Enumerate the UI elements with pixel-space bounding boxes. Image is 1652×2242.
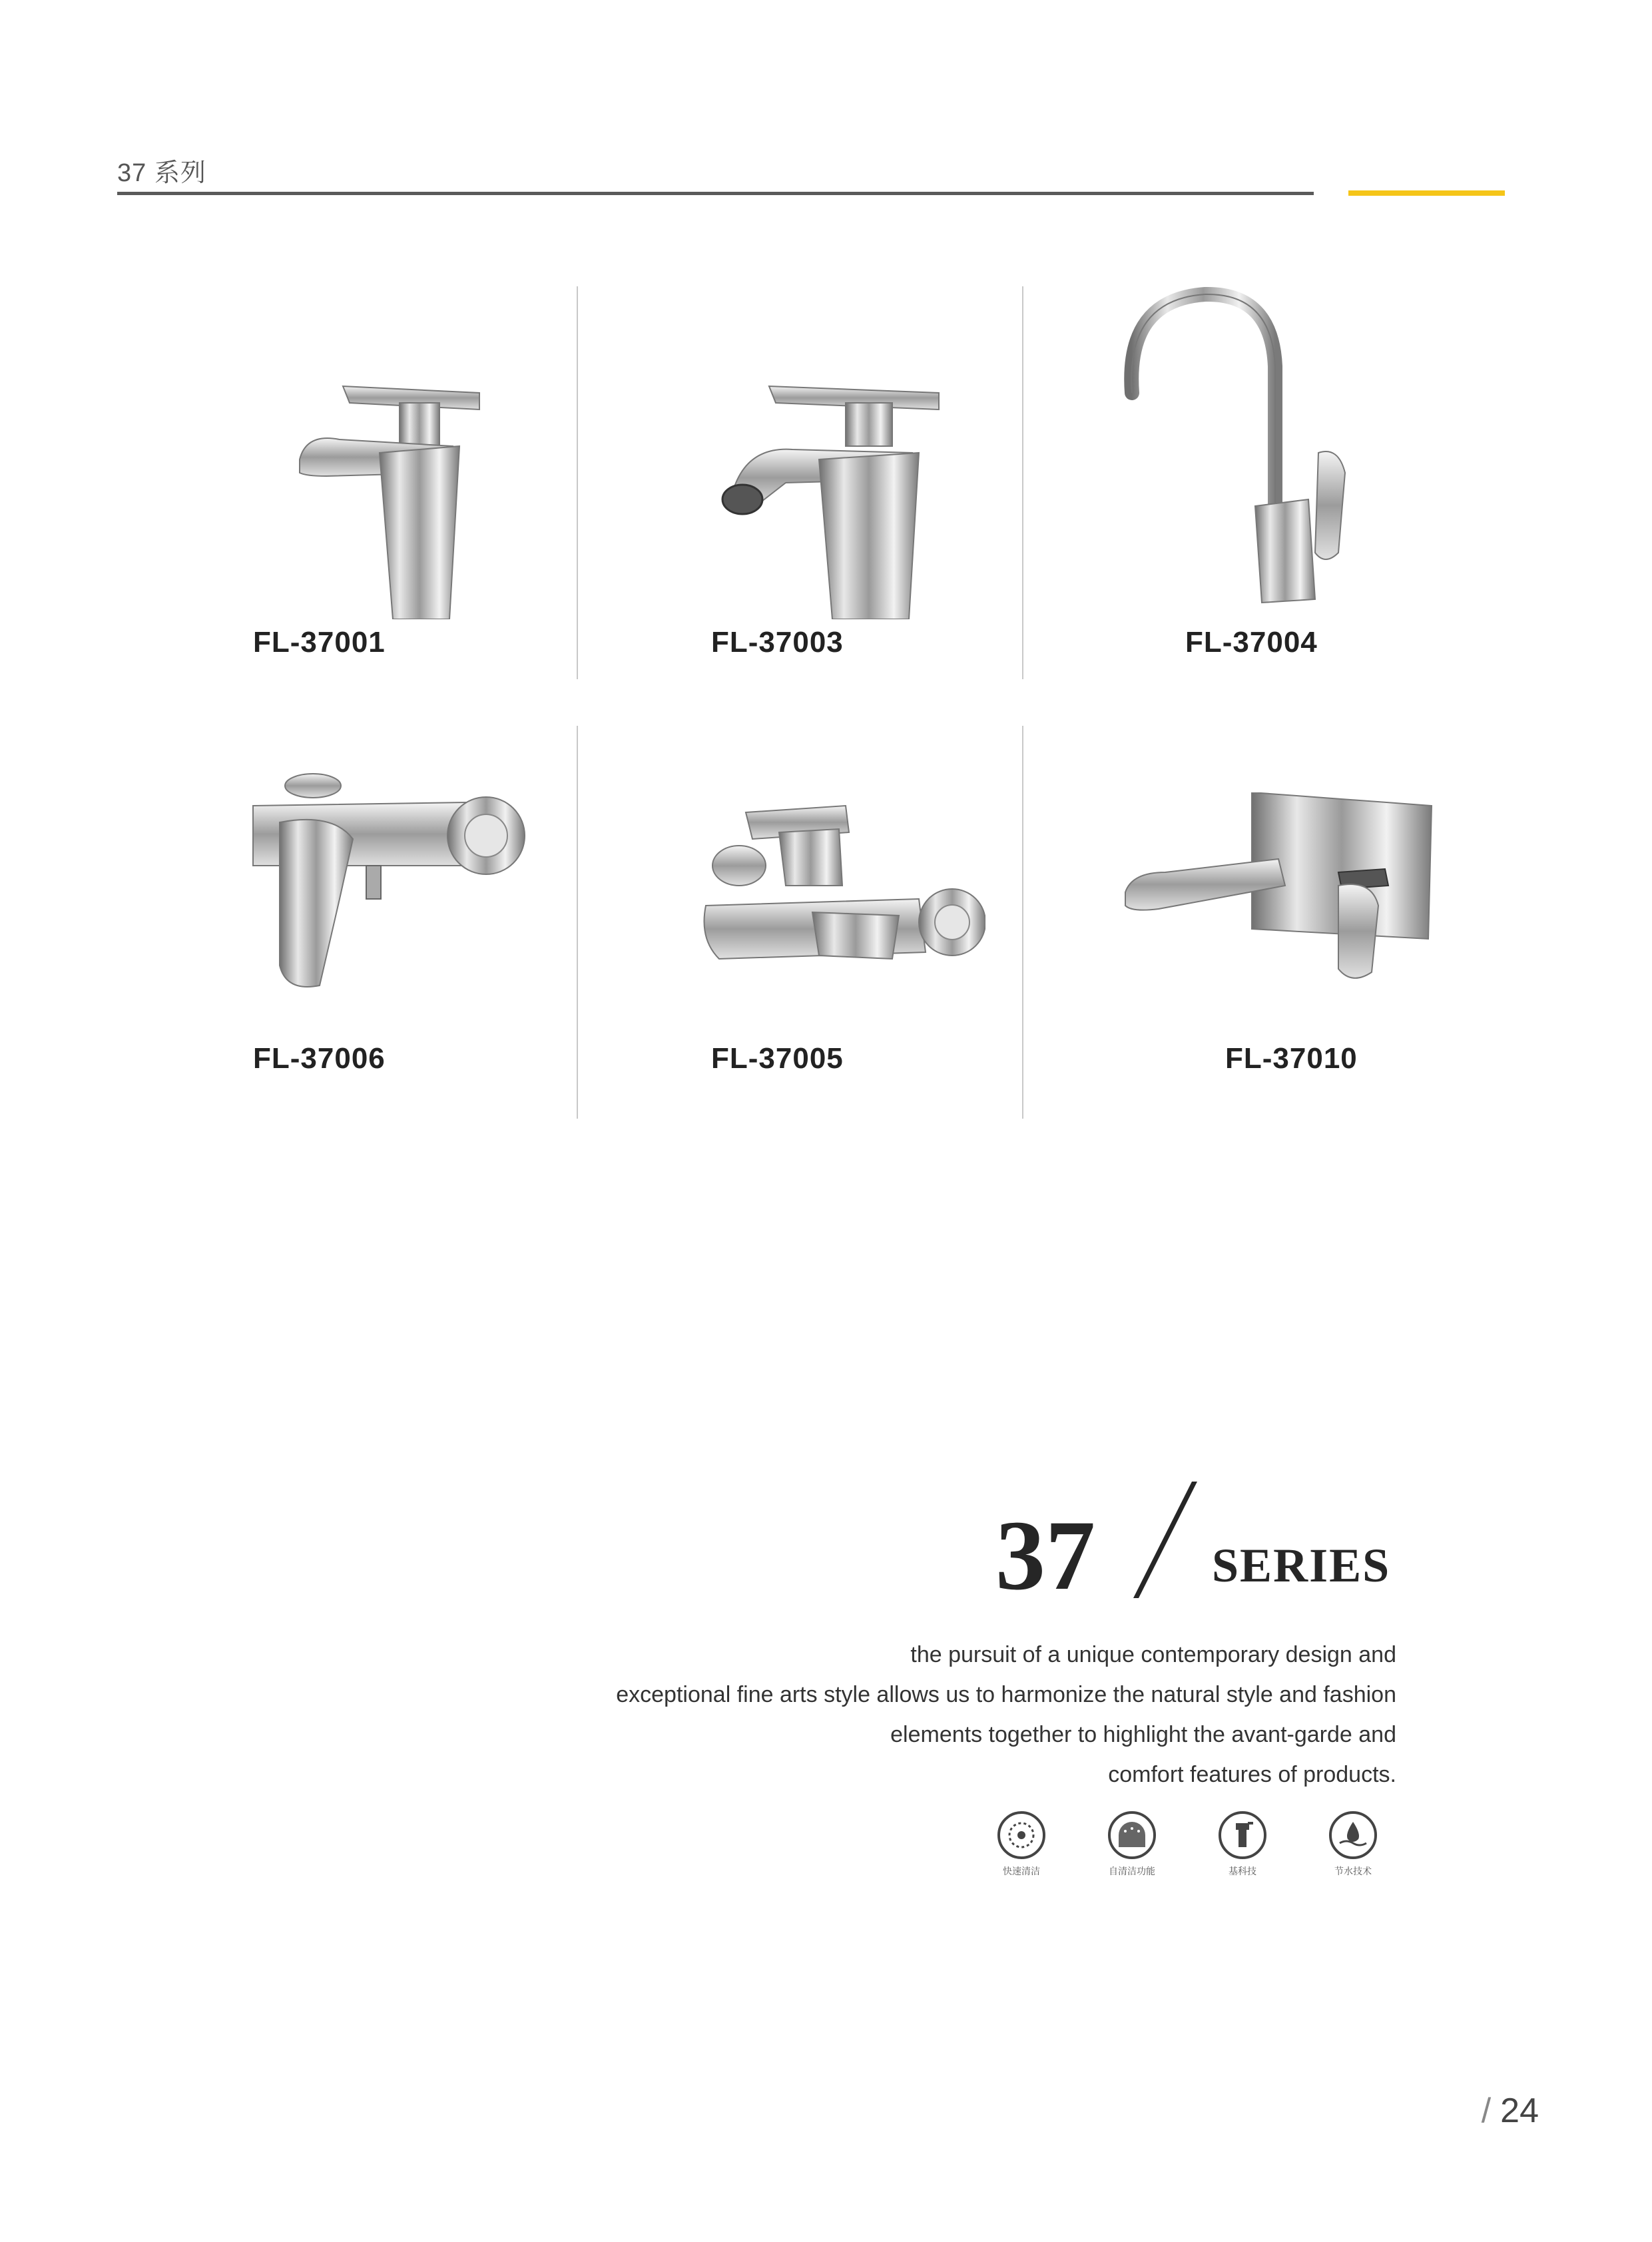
- page-number-value: 24: [1500, 2092, 1539, 2130]
- feature-label: 节水技术: [1334, 1866, 1372, 1876]
- quick-clean-icon: [997, 1811, 1045, 1859]
- page-number: [1482, 2091, 1539, 2131]
- slash-divider: [1125, 1482, 1205, 1601]
- product-code: FL-37005: [711, 1042, 844, 1075]
- product-card[interactable]: [692, 766, 999, 1085]
- bath-mixer-icon: [692, 799, 985, 999]
- series-description: [531, 1635, 1396, 1795]
- slash-icon: /: [1481, 2092, 1492, 2130]
- series-word: SERIES: [1212, 1539, 1391, 1592]
- series-number: 37: [995, 1500, 1095, 1611]
- feature-label: 自清洁功能: [1109, 1866, 1155, 1876]
- grid-divider: [1022, 286, 1023, 679]
- description-line: comfort features of products.: [1108, 1762, 1396, 1787]
- technology-icon: [1219, 1811, 1266, 1859]
- basin-mixer-icon: [280, 366, 506, 619]
- page-section-title: 37 系列: [117, 159, 206, 187]
- description-line: exceptional fine arts style allows us to harmonize the natural style and fashion: [616, 1682, 1396, 1707]
- grid-divider: [1022, 726, 1023, 1119]
- product-card[interactable]: [1119, 766, 1465, 1085]
- product-card[interactable]: [240, 346, 546, 666]
- feature-badge: [1079, 1811, 1185, 1878]
- feature-badge: [1300, 1811, 1406, 1878]
- header-divider: [117, 192, 1314, 195]
- grid-divider: [577, 286, 578, 679]
- product-code: FL-37004: [1185, 626, 1318, 659]
- header-accent-bar: [1348, 190, 1505, 196]
- feature-badge: [1189, 1811, 1296, 1878]
- feature-badge: [968, 1811, 1075, 1878]
- product-card[interactable]: [1119, 286, 1425, 666]
- bidet-mixer-icon: [692, 366, 985, 619]
- product-code: FL-37010: [1225, 1042, 1358, 1075]
- product-code: FL-37006: [253, 1042, 386, 1075]
- description-line: elements together to highlight the avant-garde and: [890, 1722, 1396, 1747]
- kitchen-mixer-icon: [1119, 286, 1358, 606]
- product-code: FL-37003: [711, 626, 844, 659]
- feature-label: 快速清洁: [1003, 1866, 1040, 1876]
- product-card[interactable]: [240, 766, 546, 1085]
- wall-basin-mixer-icon: [1119, 792, 1452, 992]
- feature-label: 基科技: [1229, 1866, 1256, 1876]
- water-saving-icon: [1329, 1811, 1377, 1859]
- self-clean-icon: [1108, 1811, 1156, 1859]
- grid-divider: [577, 726, 578, 1119]
- product-card[interactable]: [692, 346, 999, 666]
- product-code: FL-37001: [253, 626, 386, 659]
- shower-mixer-icon: [240, 766, 533, 992]
- description-line: the pursuit of a unique contemporary design and: [910, 1642, 1396, 1667]
